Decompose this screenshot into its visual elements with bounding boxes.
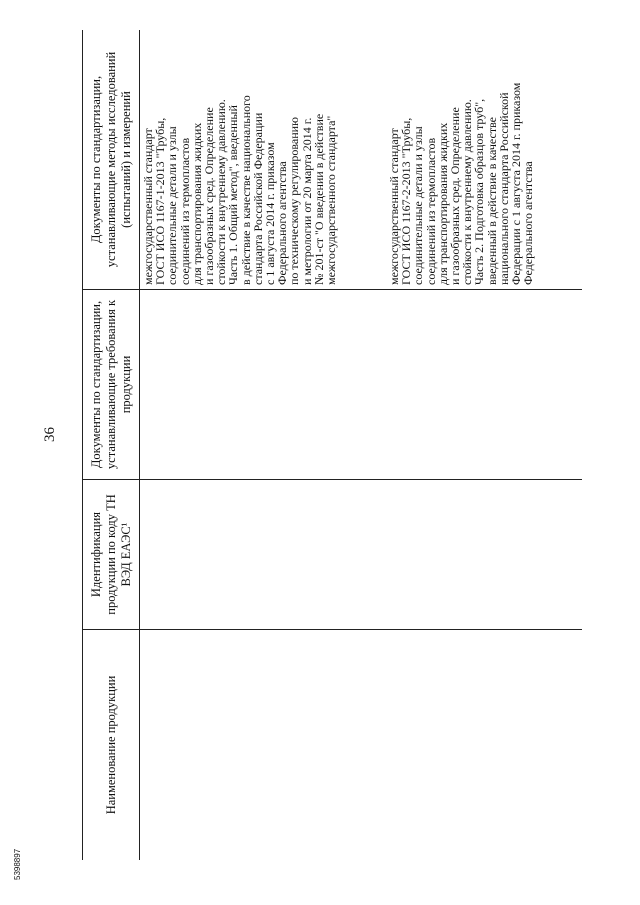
entry-line: межгосударственный стандарт <box>387 128 401 285</box>
entry-line: национального стандарта Российской <box>496 92 511 285</box>
entry-line: для транспортирования жидких <box>189 122 204 285</box>
standard-entry-1 <box>142 30 337 289</box>
cell-product-name <box>140 630 582 860</box>
entry-line: соединений из термопластов <box>423 137 438 285</box>
entry-line: соединительные детали и узлы <box>165 126 180 285</box>
entry-line: стойкости к внутреннему давлению. <box>460 99 475 285</box>
page-number: 36 <box>42 427 58 442</box>
header-product-name: Наименование продукции <box>103 675 118 815</box>
entry-line: Часть 1. Общий метод", введенный <box>226 105 241 285</box>
table-header-row <box>82 30 140 860</box>
entry-line: № 201-ст "О введении в действие <box>311 113 326 285</box>
cell-requirement-standards <box>140 290 582 480</box>
entry-line: стойкости к внутреннему давлению. <box>214 99 229 285</box>
entry-line: в действие в качестве национального <box>238 95 253 285</box>
entry-line: соединительные детали и узлы <box>411 126 426 285</box>
cell-test-method-standards <box>140 30 582 290</box>
header-requirement-standards: Документы по стандартизации, устанавливающие требования к продукции <box>83 290 139 480</box>
entry-line: введенный в действие в качестве <box>484 116 499 285</box>
entry-line: Часть 2. Подготовка образцов труб", <box>472 98 487 285</box>
entry-line: ГОСТ ИСО 1167-2-2013 "Трубы, <box>399 117 414 285</box>
entry-line: межгосударственного стандарта" <box>324 115 339 285</box>
entry-line: Федерального агентства <box>521 161 536 285</box>
entry-line: по техническому регулированию <box>287 116 302 285</box>
entry-line: с 1 августа 2014 г. приказом <box>263 142 278 285</box>
entry-line: межгосударственный стандарт <box>141 128 155 285</box>
header-tnved-code: Идентификация продукции по коду ТН ВЭД ЕАЭС¹ <box>83 480 139 630</box>
entry-line: Федерального агентства <box>275 161 290 285</box>
header-test-method-standards: Документы по стандартизации, устанавливающие методы исследований (испытаний) и измерений <box>83 30 139 290</box>
table-body <box>140 30 582 860</box>
document-id: 5398897 <box>13 848 22 880</box>
standards-table <box>82 30 582 860</box>
entry-line: и газообразных сред. Определение <box>202 107 217 285</box>
entry-line: Федерации с 1 августа 2014 г. приказом <box>509 82 524 285</box>
entry-line: ГОСТ ИСО 1167-1-2013 "Трубы, <box>153 117 168 285</box>
standard-entry-2 <box>388 30 534 289</box>
entry-line: соединений из термопластов <box>177 137 192 285</box>
entry-line: для транспортирования жидких <box>435 122 450 285</box>
entry-line: и газообразных сред. Определение <box>448 107 463 285</box>
entry-line: стандарта Российской Федерации <box>250 112 265 285</box>
cell-tnved-code <box>140 480 582 630</box>
entry-line: и метрологии от 20 марта 2014 г. <box>299 117 314 285</box>
